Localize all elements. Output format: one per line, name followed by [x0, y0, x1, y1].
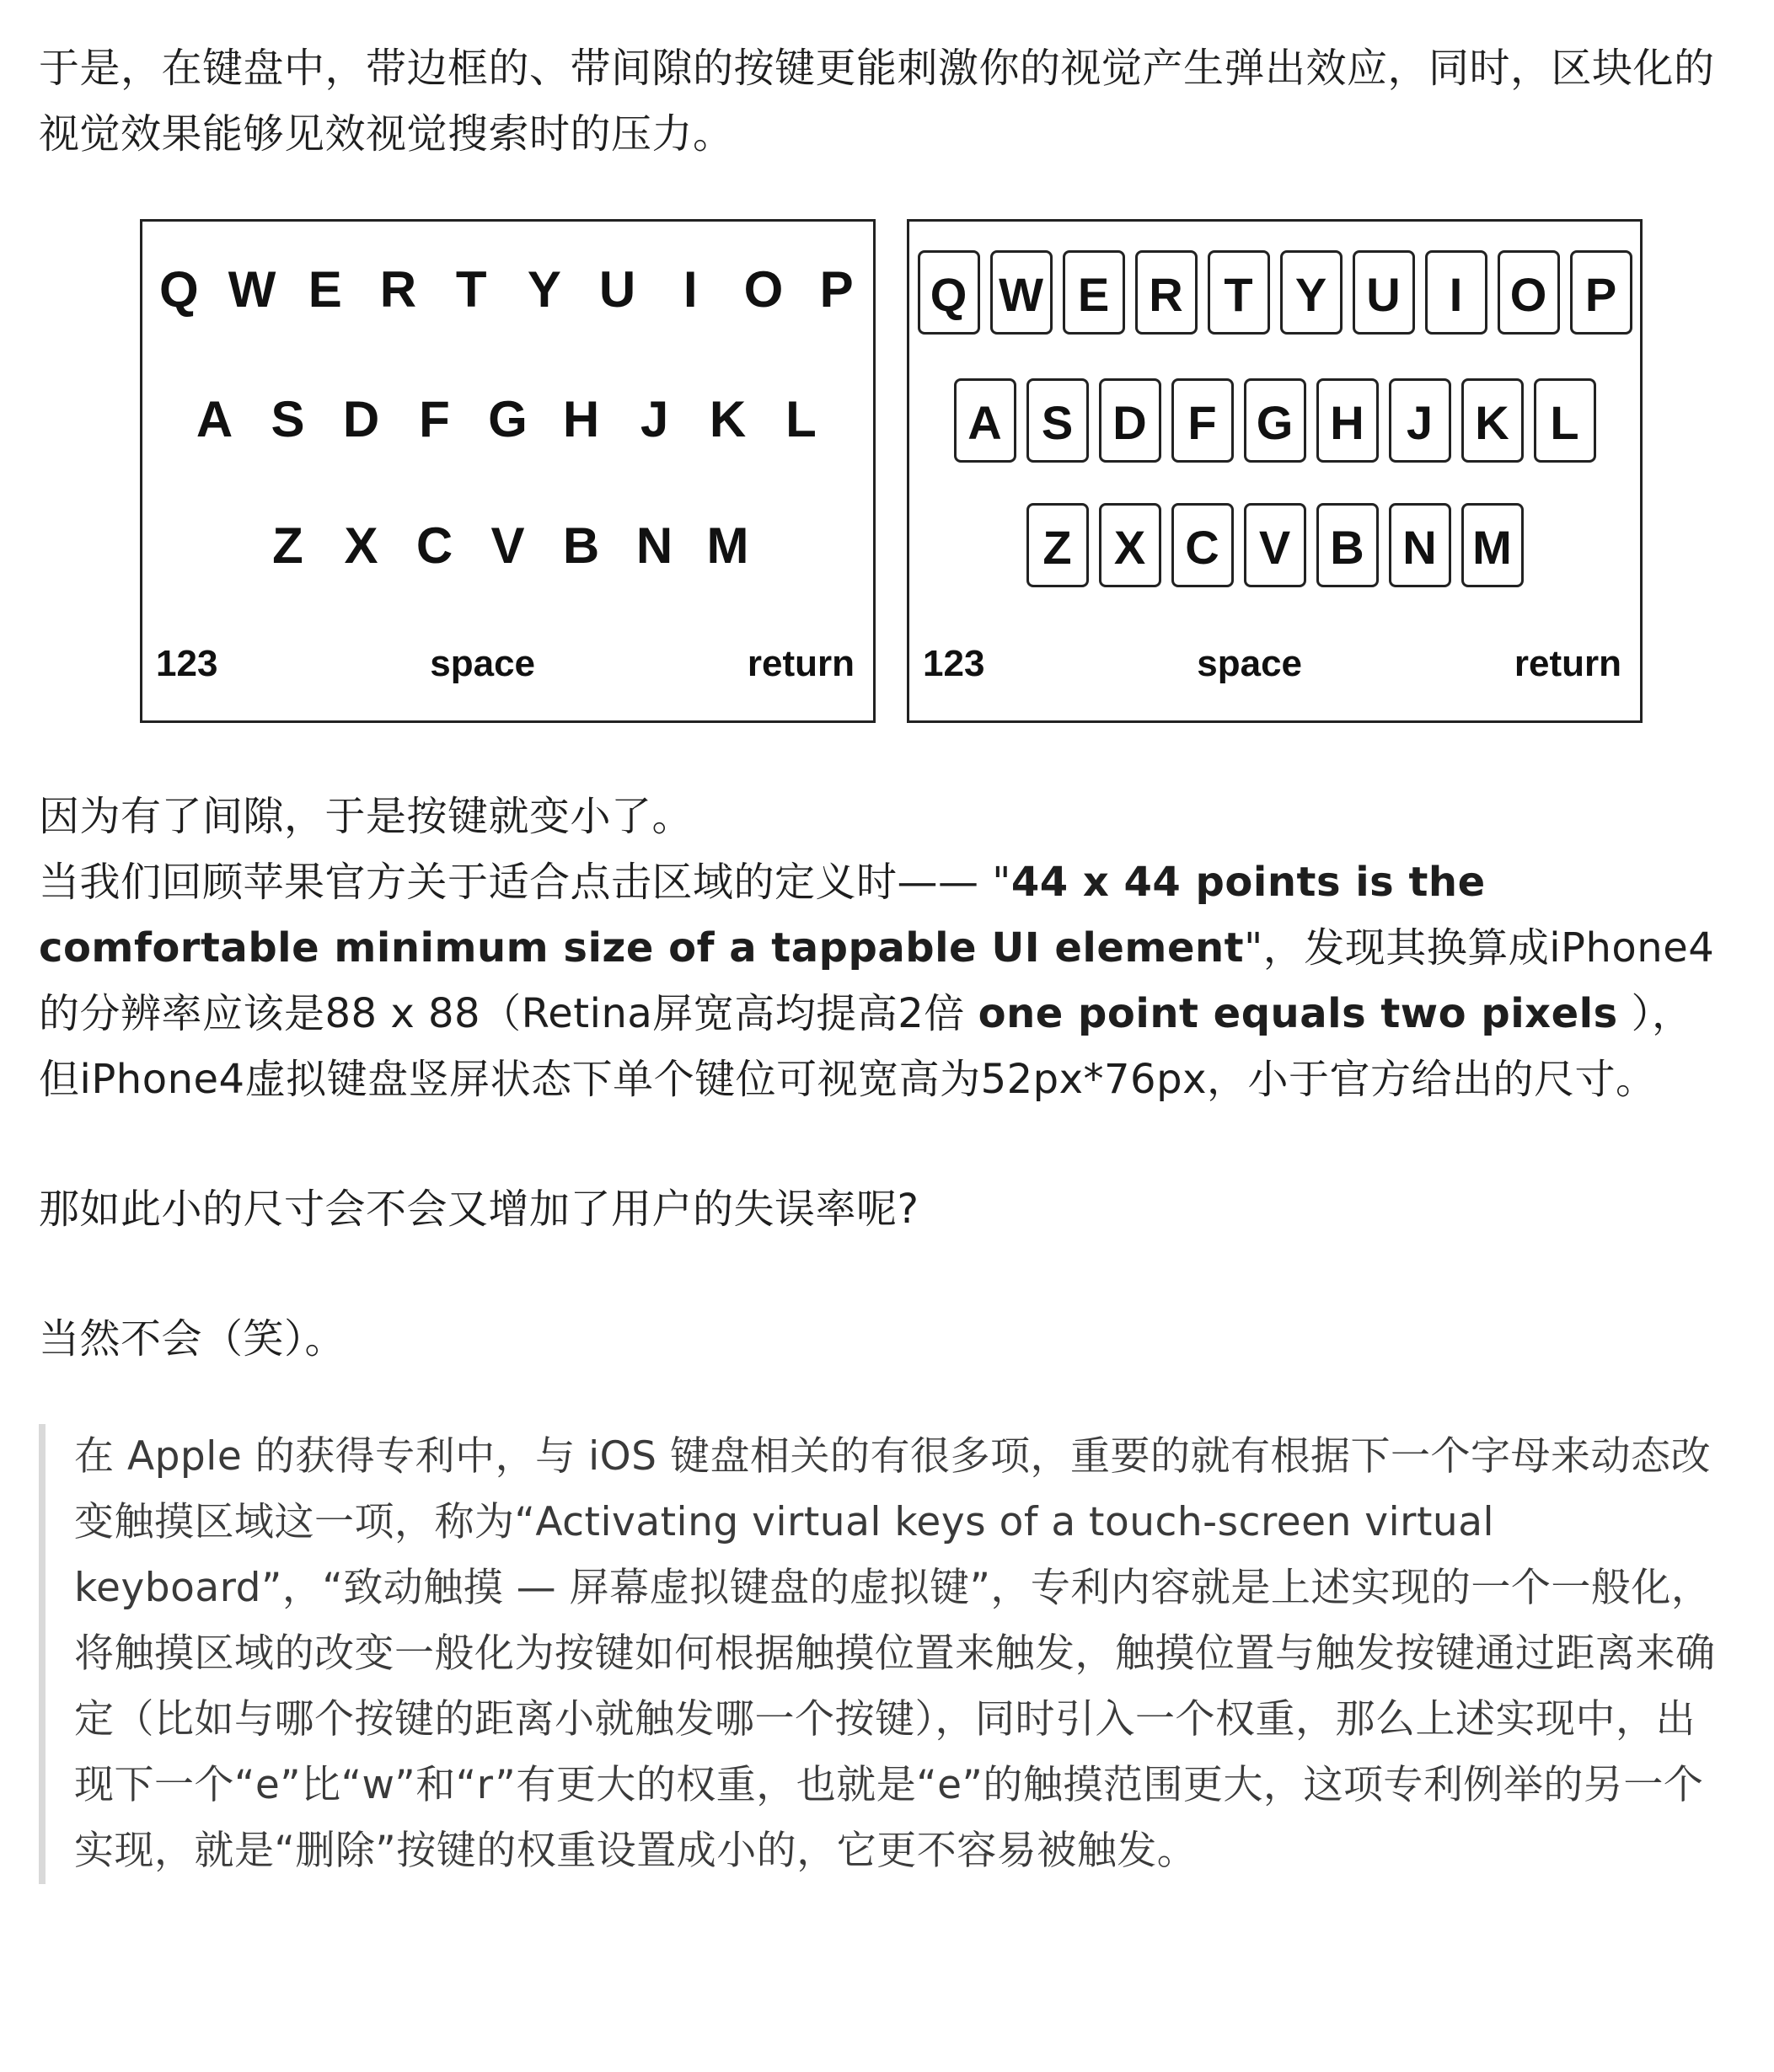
apple-def-bold-quote: 44 x 44 points is the comfortable minimum size of a tappable UI element	[39, 859, 1486, 972]
answer-paragraph: 当然不会（笑）。	[39, 1315, 346, 1363]
keyboard-row-2	[142, 390, 873, 448]
key: Y	[1280, 250, 1343, 335]
space-key: space	[430, 643, 536, 684]
keyboard-without-borders	[140, 219, 876, 723]
keyboard-bottom-row	[156, 643, 855, 685]
key: B	[562, 517, 600, 574]
key: Q	[918, 250, 980, 335]
key: P	[819, 261, 854, 318]
key: Z	[272, 517, 303, 574]
key: Q	[159, 261, 199, 318]
key: B	[1316, 503, 1379, 587]
key: D	[1099, 378, 1161, 463]
keyboard-row-3	[909, 503, 1640, 587]
key: W	[990, 250, 1053, 335]
key: S	[271, 391, 305, 447]
apple-def-prefix: 当我们回顾苹果官方关于适合点击区域的定义时—— "	[39, 859, 1011, 906]
article-body	[39, 35, 1733, 1884]
key: L	[785, 391, 817, 447]
key: E	[1063, 250, 1125, 335]
key: O	[743, 261, 784, 318]
key: C	[1171, 503, 1234, 587]
key: V	[1244, 503, 1306, 587]
keyboard-comparison-figure	[39, 219, 1733, 742]
key: N	[635, 517, 673, 574]
key: R	[1135, 250, 1198, 335]
key: F	[1171, 378, 1234, 463]
key: K	[1461, 378, 1524, 463]
apple-def-suffix: ），但iPhone4虚拟键盘竖屏状态下单个键位可视宽高为52px*76px，小于官方给出的尺寸。	[39, 990, 1693, 1103]
key: G	[1244, 378, 1306, 463]
key: G	[488, 391, 528, 447]
key: T	[1208, 250, 1270, 335]
key: M	[706, 517, 749, 574]
key: Z	[1026, 503, 1089, 587]
keyboard-row-1	[142, 260, 873, 319]
return-key: return	[747, 643, 855, 684]
question-paragraph: 那如此小的尺寸会不会又增加了用户的失误率呢?	[39, 1186, 919, 1233]
numbers-key: 123	[923, 643, 985, 684]
key: D	[342, 391, 380, 447]
key: H	[562, 391, 600, 447]
key: A	[954, 378, 1016, 463]
patent-blockquote	[39, 1424, 1721, 1884]
key: J	[1389, 378, 1451, 463]
key: N	[1389, 503, 1451, 587]
key: W	[228, 261, 276, 318]
keyboard-row-3	[142, 517, 873, 575]
key: U	[1353, 250, 1415, 335]
apple-definition-paragraph	[39, 849, 1733, 1112]
quote-paragraph: 在 Apple 的获得专利中，与 iOS 键盘相关的有很多项，重要的就有根据下一个字母来动态改变触摸区域这一项，称为“Activating virtual keys of a touch-screen virtual keyboard”，“致动触摸 — 屏幕虚拟键盘的虚拟键”，专利内容就是上述实现的一个一般化，将触摸区域的改变一般化为按键如何根据触摸位置来触发，触摸位置与触发按键通过距离来确定（比如与哪个按键的距离小就触发哪一个按键），同时引入一个权重，那么上述实现中，出现下一个“e”比“w”和“r”有更大的权重，也就是“e”的触摸范围更大，这项专利例举的另一个实现，就是“删除”按键的权重设置成小的，它更不容易被触发。	[74, 1433, 1716, 1874]
key: E	[308, 261, 342, 318]
intro-paragraph: 于是，在键盘中，带边框的、带间隙的按键更能刺激你的视觉产生弹出效应，同时，区块化的视觉效果能够见效视觉搜索时的压力。	[39, 45, 1715, 158]
key: K	[709, 391, 747, 447]
key: F	[419, 391, 450, 447]
key: A	[196, 391, 233, 447]
key: I	[1425, 250, 1487, 335]
keyboard-row-1	[909, 250, 1640, 335]
key: J	[640, 391, 669, 447]
key: H	[1316, 378, 1379, 463]
key: X	[1099, 503, 1161, 587]
key: S	[1026, 378, 1089, 463]
key: V	[490, 517, 525, 574]
key: P	[1570, 250, 1632, 335]
space-key: space	[1197, 643, 1303, 684]
keyboard-bottom-row	[923, 643, 1621, 685]
key: X	[344, 517, 378, 574]
key: T	[455, 261, 487, 318]
apple-def-mid: "，发现其换算成iPhone4的分辨率应该是88 x 88（Retina屏宽高均提高2倍	[39, 924, 1715, 1037]
key: U	[598, 261, 636, 318]
key: I	[683, 261, 698, 318]
key: R	[379, 261, 417, 318]
key: L	[1534, 378, 1596, 463]
gap-note-paragraph: 因为有了间隙，于是按键就变小了。	[39, 793, 694, 840]
key: C	[415, 517, 453, 574]
key: O	[1498, 250, 1560, 335]
key: Y	[527, 261, 561, 318]
keyboard-row-2	[909, 378, 1640, 463]
apple-def-bold-points: one point equals two pixels	[978, 990, 1618, 1037]
numbers-key: 123	[156, 643, 218, 684]
return-key: return	[1514, 643, 1621, 684]
keyboard-with-borders	[907, 219, 1643, 723]
key: M	[1461, 503, 1524, 587]
